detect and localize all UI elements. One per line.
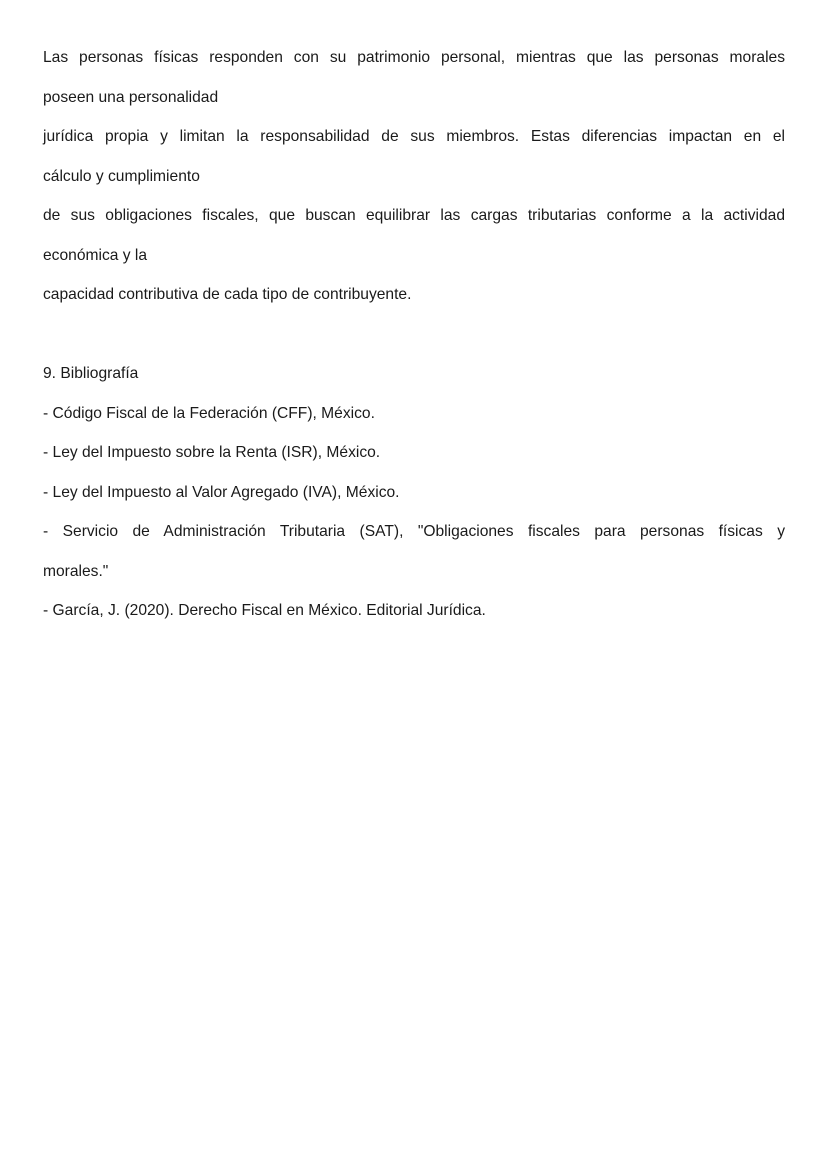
section-heading: 9. Bibliografía — [43, 365, 139, 382]
bibliography-entry: - Ley del Impuesto al Valor Agregado (IVA), México. — [43, 483, 400, 501]
bibliography-entry-continuation: morales." — [43, 562, 109, 580]
bibliography-entry: - García, J. (2020). Derecho Fiscal en México. Editorial Jurídica. — [43, 602, 486, 619]
bibliography-entry: - Código Fiscal de la Federación (CFF), México. — [43, 404, 375, 422]
paragraph-line: Las personas físicas responden con su patrimonio personal, mientras que las personas morales — [43, 49, 785, 66]
bibliography-entry: - Ley del Impuesto sobre la Renta (ISR), México. — [43, 444, 381, 461]
section-spacer — [43, 325, 785, 365]
paragraph-line: cálculo y cumplimiento — [43, 167, 200, 185]
paragraph-line: económica y la — [43, 246, 148, 264]
bibliography-section — [43, 364, 785, 641]
paragraph-line: poseen una personalidad — [43, 88, 219, 106]
paragraph-line: de sus obligaciones fiscales, que buscan equilibrar las cargas tributarias conforme a la actividad — [43, 207, 785, 224]
paragraph-line: jurídica propia y limitan la responsabilidad de sus miembros. Estas diferencias impactan en el — [43, 128, 785, 145]
page-content — [43, 48, 785, 641]
bibliography-entry: - Servicio de Administración Tributaria (SAT), "Obligaciones fiscales para personas físicas y — [43, 523, 785, 540]
summary-paragraph — [43, 48, 785, 325]
paragraph-line: capacidad contributiva de cada tipo de contribuyente. — [43, 286, 412, 303]
